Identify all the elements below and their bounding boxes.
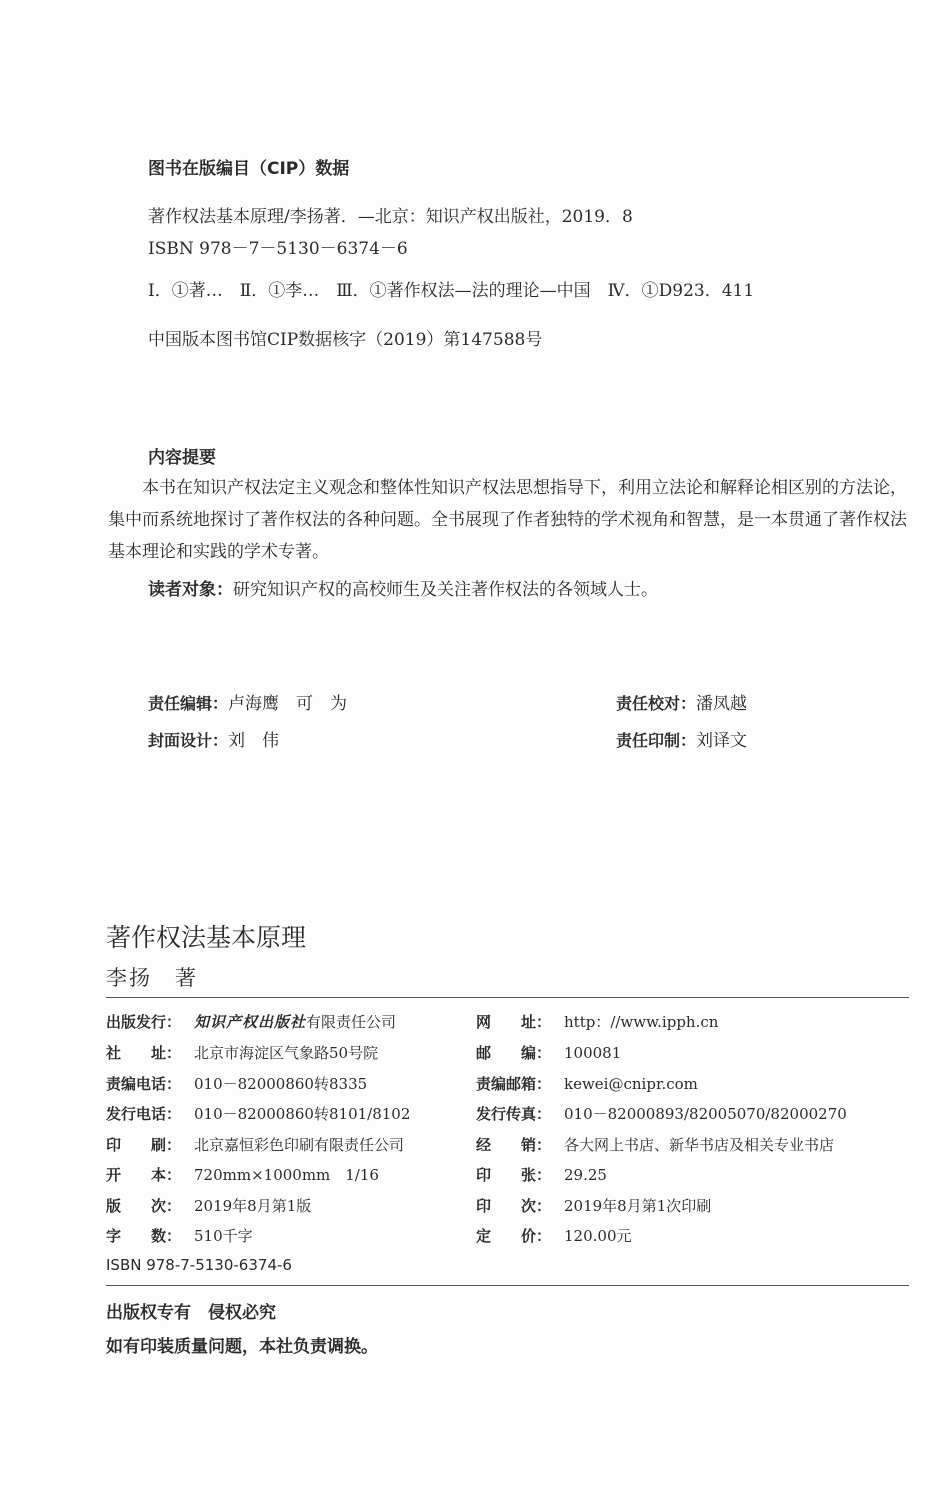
cover-value: 刘 伟 — [228, 731, 280, 751]
row-editor-phone — [106, 1073, 367, 1094]
row-seller — [476, 1134, 834, 1155]
print-label: 责任印制： — [616, 731, 697, 750]
staff-print-supervisor — [616, 726, 747, 751]
address-label: 社 址： — [106, 1044, 182, 1062]
editor-phone-label: 责编电话： — [106, 1075, 182, 1093]
summary-heading: 内容提要 — [148, 448, 216, 468]
format-value: 720mm×1000mm 1/16 — [194, 1166, 379, 1184]
publisher-label: 出版发行： — [106, 1013, 182, 1031]
divider-top — [106, 997, 909, 998]
printer-value: 北京嘉恒彩色印刷有限责任公司 — [194, 1136, 405, 1154]
row-words — [106, 1225, 253, 1246]
dist-fax-value: 010－82000893/82005070/82000270 — [564, 1105, 847, 1123]
summary-paragraph: 本书在知识产权法定主义观念和整体性知识产权法思想指导下，利用立法论和解释论相区别的方法论，集中而系统地探讨了著作权法的各种问题。全书展现了作者独特的学术视角和智慧，是一本贯通了著作权法基本理论和实践的学术专著。 — [108, 478, 907, 562]
edition-value: 2019年8月第1版 — [194, 1197, 312, 1215]
web-label: 网 址： — [476, 1013, 552, 1031]
cip-classification-line: Ⅰ．①著… Ⅱ．①李… Ⅲ．①著作权法—法的理论—中国 Ⅳ．①D923．411 — [148, 281, 755, 301]
editor-email-value: kewei@cnipr.com — [564, 1075, 698, 1093]
postcode-label: 邮 编： — [476, 1044, 552, 1062]
impression-label: 印 次： — [476, 1197, 552, 1215]
rights-reserved: 出版权专有 侵权必究 — [106, 1303, 276, 1323]
readers-line — [148, 575, 658, 600]
row-price — [476, 1225, 632, 1246]
print-value: 刘译文 — [696, 731, 748, 751]
divider-bottom — [106, 1285, 909, 1286]
row-website — [476, 1011, 718, 1032]
seller-value: 各大网上书店、新华书店及相关专业书店 — [564, 1136, 835, 1154]
address-value: 北京市海淀区气象路50号院 — [194, 1044, 379, 1062]
row-format — [106, 1164, 379, 1185]
printer-label: 印 刷： — [106, 1136, 182, 1154]
row-dist-fax — [476, 1103, 847, 1124]
staff-cover-design — [148, 726, 279, 751]
seller-label: 经 销： — [476, 1136, 552, 1154]
sheets-value: 29.25 — [564, 1166, 607, 1184]
proof-label: 责任校对： — [616, 694, 697, 713]
readers-value: 研究知识产权的高校师生及关注著作权法的各领域人士。 — [233, 580, 658, 600]
isbn-line: ISBN 978-7-5130-6374-6 — [106, 1256, 292, 1274]
staff-editor — [148, 689, 347, 714]
readers-label: 读者对象： — [148, 580, 233, 600]
row-printer — [106, 1134, 404, 1155]
format-label: 开 本： — [106, 1166, 182, 1184]
row-postcode — [476, 1042, 621, 1063]
row-address — [106, 1042, 378, 1063]
cip-record-line: 中国版本图书馆CIP数据核字（2019）第147588号 — [148, 330, 543, 350]
quality-notice: 如有印装质量问题，本社负责调换。 — [106, 1337, 378, 1357]
publisher-suffix: 有限责任公司 — [306, 1013, 397, 1031]
edition-label: 版 次： — [106, 1197, 182, 1215]
row-editor-email — [476, 1073, 698, 1094]
dist-fax-label: 发行传真： — [476, 1105, 552, 1123]
impression-value: 2019年8月第1次印刷 — [564, 1197, 712, 1215]
row-dist-phone — [106, 1103, 410, 1124]
cip-heading: 图书在版编目（CIP）数据 — [148, 159, 350, 179]
row-sheets — [476, 1164, 607, 1185]
words-label: 字 数： — [106, 1227, 182, 1245]
row-impression — [476, 1195, 711, 1216]
price-value: 120.00元 — [564, 1227, 632, 1245]
book-author: 李扬 著 — [106, 966, 198, 990]
book-title: 著作权法基本原理 — [106, 923, 307, 952]
cover-label: 封面设计： — [148, 731, 229, 750]
cip-title-line: 著作权法基本原理/李扬著．—北京：知识产权出版社，2019．8 — [148, 207, 633, 227]
editor-value: 卢海鹰 可 为 — [228, 694, 348, 714]
staff-proofreader — [616, 689, 747, 714]
price-label: 定 价： — [476, 1227, 552, 1245]
editor-email-label: 责编邮箱： — [476, 1075, 552, 1093]
editor-label: 责任编辑： — [148, 694, 229, 713]
row-edition — [106, 1195, 311, 1216]
proof-value: 潘凤越 — [696, 694, 748, 714]
dist-phone-label: 发行电话： — [106, 1105, 182, 1123]
publisher-logo: 知识产权出版社 — [194, 1013, 307, 1031]
cip-isbn-line: ISBN 978－7－5130－6374－6 — [148, 239, 408, 259]
row-publisher — [106, 1011, 396, 1032]
dist-phone-value: 010－82000860转8101/8102 — [194, 1105, 411, 1123]
web-value: http：//www.ipph.cn — [564, 1013, 719, 1031]
sheets-label: 印 张： — [476, 1166, 552, 1184]
editor-phone-value: 010－82000860转8335 — [194, 1075, 368, 1093]
words-value: 510千字 — [194, 1227, 253, 1245]
postcode-value: 100081 — [564, 1044, 622, 1062]
